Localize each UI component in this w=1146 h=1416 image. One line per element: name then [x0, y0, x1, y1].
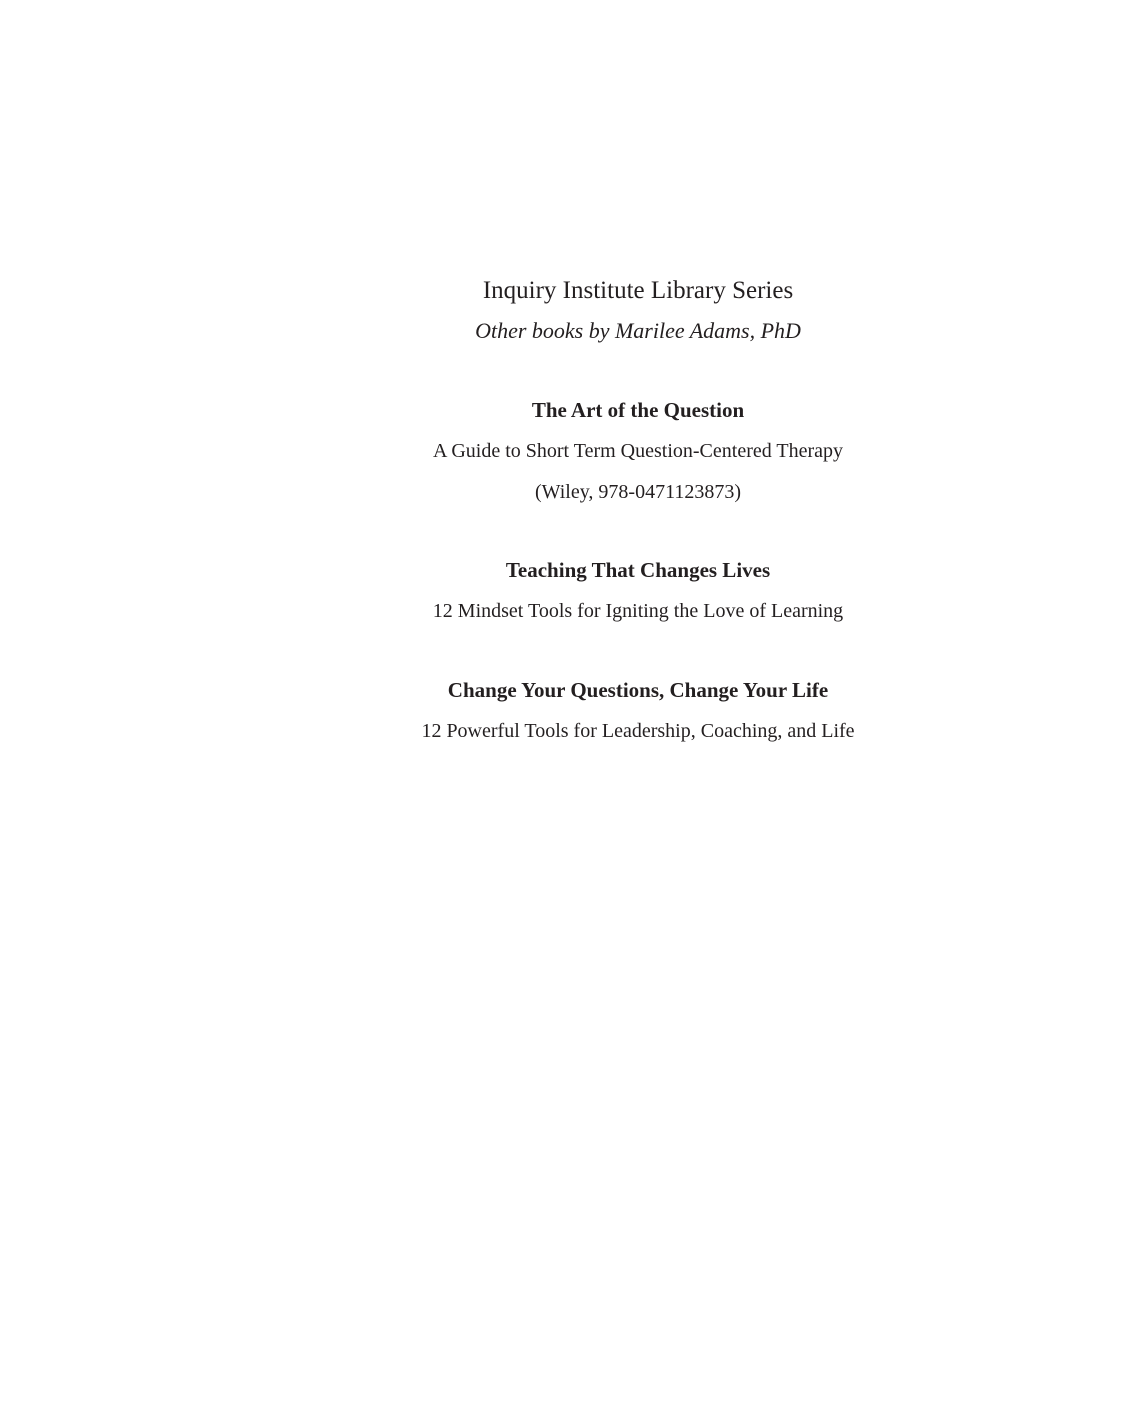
- book-publication: (Wiley, 978-0471123873): [534, 481, 741, 503]
- book-title: Teaching That Changes Lives: [505, 558, 771, 582]
- book-title: The Art of the Question: [531, 398, 745, 422]
- book-title: Change Your Questions, Change Your Life: [447, 678, 829, 702]
- book-subtitle: 12 Powerful Tools for Leadership, Coaching, and Life: [421, 720, 855, 742]
- book-subtitle: A Guide to Short Term Question-Centered Therapy: [433, 440, 843, 462]
- series-subtitle: Other books by Marilee Adams, PhD: [475, 318, 801, 343]
- book-subtitle: 12 Mindset Tools for Igniting the Love of Learning: [432, 600, 844, 622]
- series-title: Inquiry Institute Library Series: [482, 277, 794, 304]
